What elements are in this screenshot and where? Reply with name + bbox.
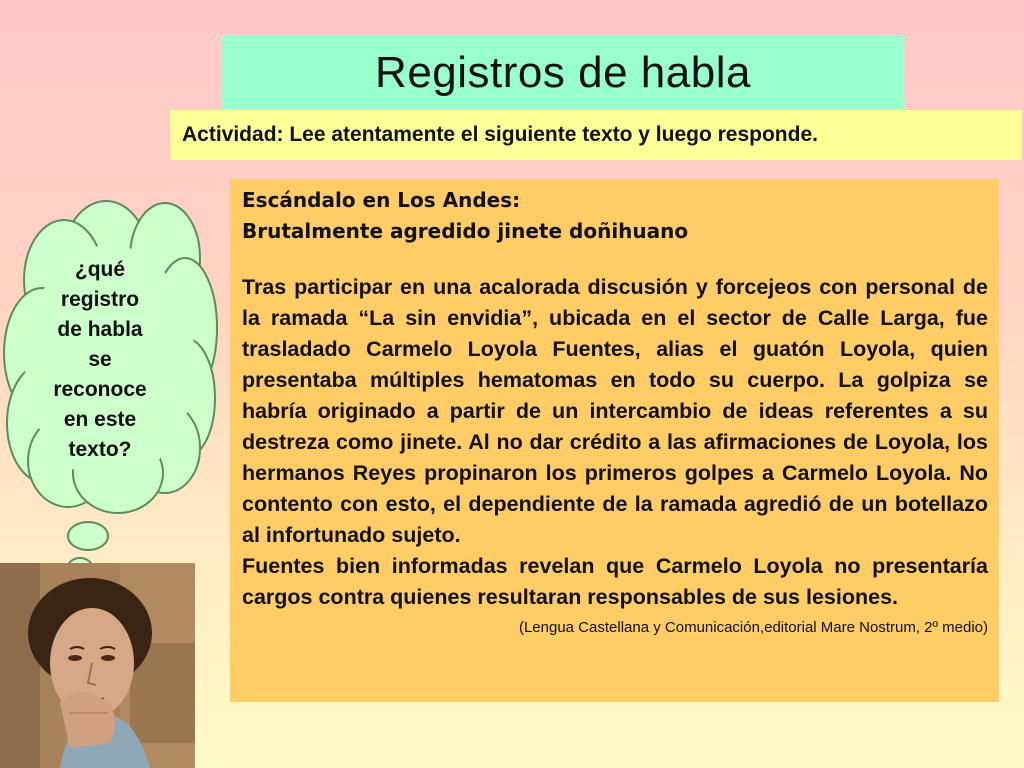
bubble-question (30, 255, 170, 465)
bubble-line: registro (60, 288, 140, 311)
bubble-line: texto? (68, 438, 132, 461)
bubble-line: en este (63, 408, 137, 431)
slide-title (222, 35, 904, 111)
activity-instruction (170, 110, 1022, 160)
article-body (242, 272, 988, 613)
headline-line: Brutalmente agredido jinete doñihuano (242, 219, 689, 243)
bubble-line: de habla (57, 318, 143, 341)
thinking-person-photo (0, 563, 195, 768)
article-source: (Lengua Castellana y Comunicación,editorial Mare Nostrum, 2º medio) (518, 619, 988, 636)
slide-title-text: Registros de habla (375, 48, 751, 97)
activity-text: Actividad: Lee atentamente el siguiente texto y luego responde. (182, 123, 818, 146)
bubble-line: reconoce (53, 378, 147, 401)
article-paragraph: Fuentes bien informadas revelan que Carmelo Loyola no presentaría cargos contra quienes resultaran responsables de sus lesiones. (242, 554, 988, 609)
article-paragraph: Tras participar en una acalorada discusión y forcejeos con personal de la ramada “La sin envidia”, ubicada en el sector de Calle Larga, fue trasladado Carmelo Loyola Fuentes, alias el guatón Loyola, quien presentaba múltiples hematomas en todo su cuerpo. La golpiza se habría originado a partir de un intercambio de ideas referentes a su destreza como jinete. Al no dar crédito a las afirmaciones de Loyola, los hermanos Reyes propinaron los primeros golpes a Carmelo Loyola. No contento con esto, el dependiente de la ramada agredió de un botellazo al infortunado sujeto. (242, 275, 988, 547)
bubble-line: ¿qué (74, 258, 126, 281)
news-article (230, 179, 999, 702)
headline-line: Escándalo en Los Andes: (242, 188, 521, 212)
article-headline (242, 185, 988, 247)
bubble-line: se (88, 348, 112, 371)
